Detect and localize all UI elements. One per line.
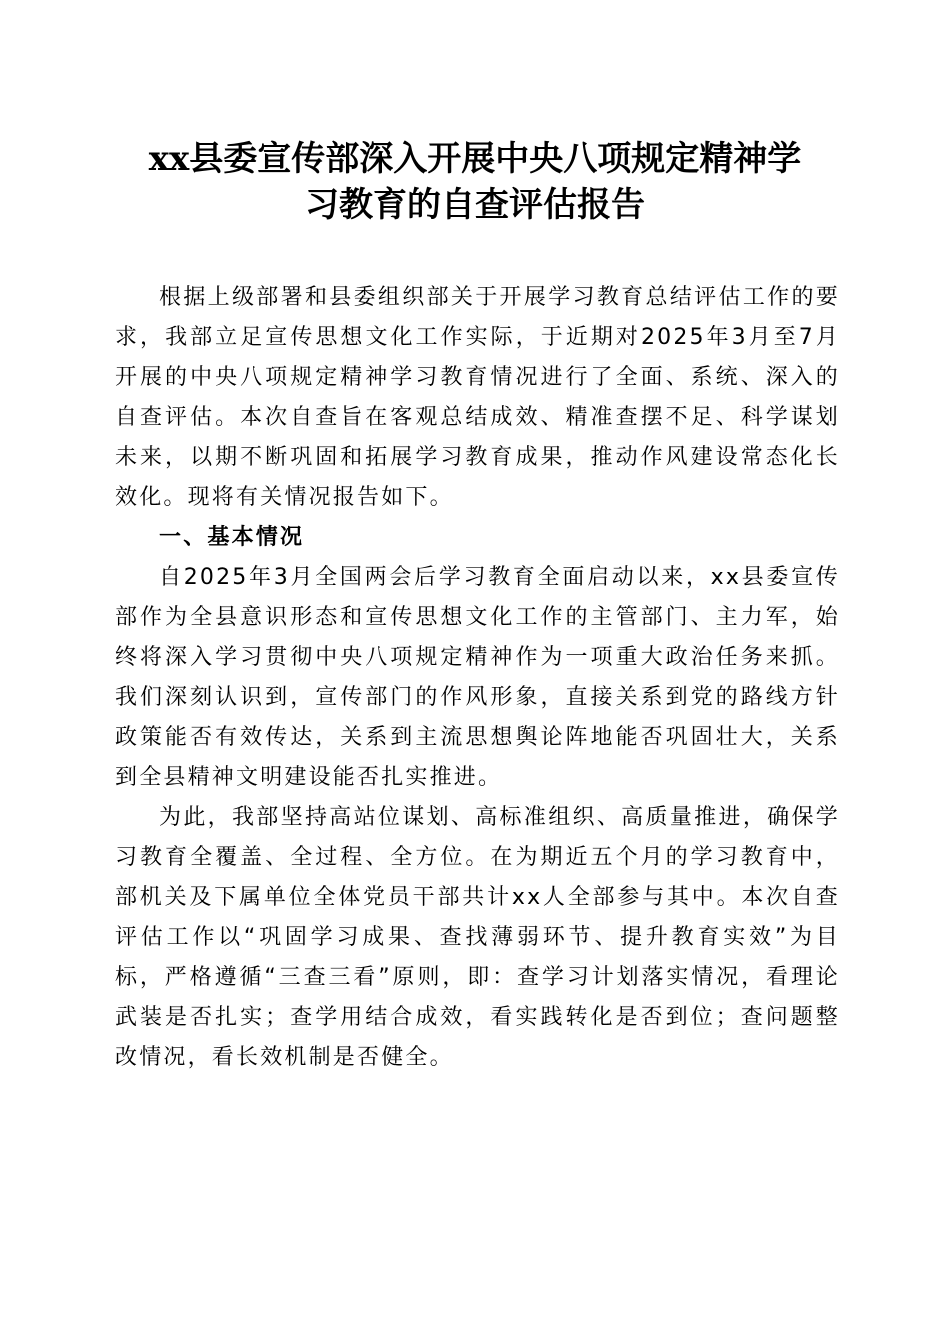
section-heading-basic-situation: 一、基本情况 xyxy=(159,525,305,550)
section1-paragraph-2: 为此，我部坚持高站位谋划、高标准组织、高质量推进，确保学习教育全覆盖、全过程、全方位。在为期近五个月的学习教育中，部机关及下属单位全体党员干部共计xx人全部参与其中。本次自查评估工作以“巩固学习成果、查找薄弱环节、提升教育实效”为目标，严格遵循“三查三看”原则，即：查学习计划落实情况，看理论武装是否扎实；查学用结合成效，看实践转化是否到位；查问题整改情况，看长效机制是否健全。 xyxy=(115,805,840,1070)
title-line-2: 习教育的自查评估报告 xyxy=(305,185,645,225)
document-title xyxy=(100,136,850,228)
document-body xyxy=(115,278,840,1078)
intro-paragraph: 根据上级部署和县委组织部关于开展学习教育总结评估工作的要求，我部立足宣传思想文化工作实际，于近期对2025年3月至7月开展的中央八项规定精神学习教育情况进行了全面、系统、深入的自查评估。本次自查旨在客观总结成效、精准查摆不足、科学谋划未来，以期不断巩固和拓展学习教育成果，推动作风建设常态化长效化。现将有关情况报告如下。 xyxy=(115,285,840,510)
section1-paragraph-1: 自2025年3月全国两会后学习教育全面启动以来，xx县委宣传部作为全县意识形态和宣传思想文化工作的主管部门、主力军，始终将深入学习贯彻中央八项规定精神作为一项重大政治任务来抓。我们深刻认识到，宣传部门的作风形象，直接关系到党的路线方针政策能否有效传达，关系到主流思想舆论阵地能否巩固壮大，关系到全县精神文明建设能否扎实推进。 xyxy=(115,565,840,790)
title-line-1: xx县委宣传部深入开展中央八项规定精神学 xyxy=(148,139,802,179)
